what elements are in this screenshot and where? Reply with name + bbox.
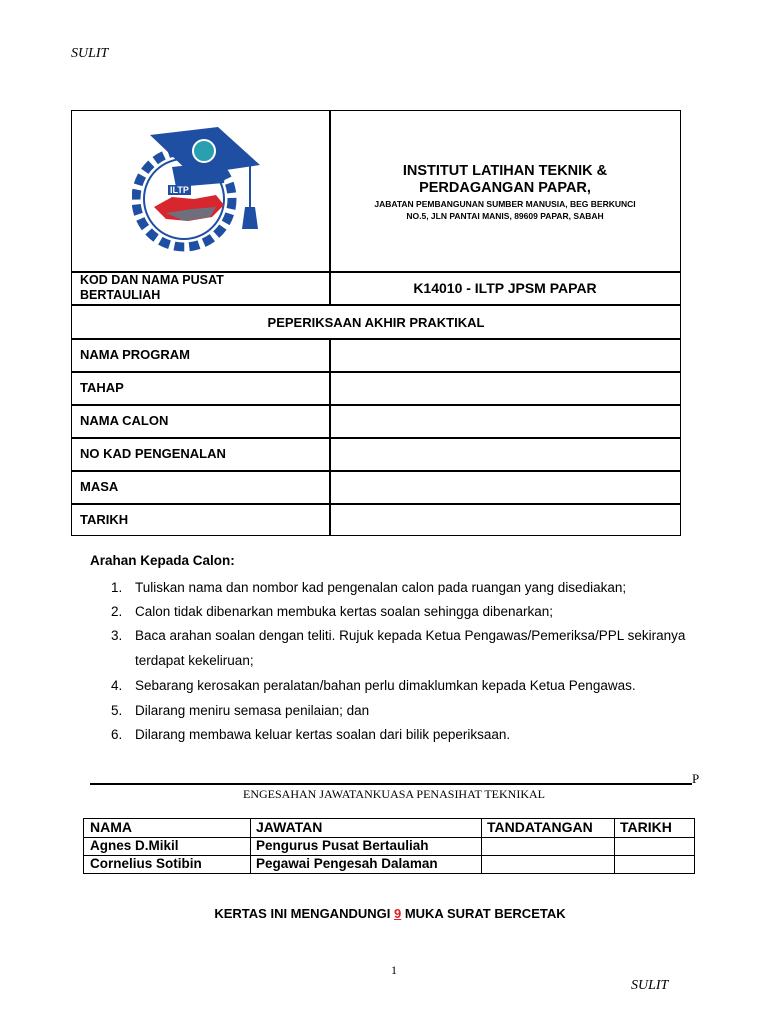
institution-address <box>330 198 680 222</box>
table-header-nama: NAMA <box>90 819 132 835</box>
instruction-number: 5. <box>111 703 123 718</box>
table-header-jawatan: JAWATAN <box>256 819 323 835</box>
page-number: 1 <box>391 963 397 977</box>
field-value-nama-calon[interactable] <box>334 413 674 433</box>
field-label-nama-calon: NAMA CALON <box>80 413 169 428</box>
table-header-tandatangan: TANDATANGAN <box>487 819 593 835</box>
institution-name <box>330 163 680 197</box>
notice-suffix: MUKA SURAT BERCETAK <box>401 906 566 921</box>
instruction-number: 1. <box>111 580 123 595</box>
address-line2: NO.5, JLN PANTAI MANIS, 89609 PAPAR, SABAH <box>406 211 604 221</box>
field-label-tarikh: TARIKH <box>80 512 129 527</box>
table-cell-nama: Cornelius Sotibin <box>90 856 202 871</box>
table-cell-jawatan: Pengurus Pusat Bertauliah <box>256 838 429 853</box>
table-cell-jawatan: Pegawai Pengesah Dalaman <box>256 856 438 871</box>
sulit-header-marker: SULIT <box>71 46 109 61</box>
instruction-number: 6. <box>111 727 123 742</box>
field-label-nama-program: NAMA PROGRAM <box>80 347 191 362</box>
header-table <box>71 110 681 536</box>
field-label-tahap: TAHAP <box>80 380 124 395</box>
field-label-masa: MASA <box>80 479 119 494</box>
field-value-nama-program[interactable] <box>334 347 674 367</box>
endorsement-line-suffix: P <box>692 771 700 786</box>
field-value-masa[interactable] <box>334 479 674 499</box>
instruction-text: Dilarang membawa keluar kertas soalan dari bilik peperiksaan. <box>135 727 511 742</box>
iltp-logo <box>132 125 272 257</box>
table-header-tarikh: TARIKH <box>620 819 672 835</box>
center-label-line2: BERTAULIAH <box>80 288 161 302</box>
instruction-number: 3. <box>111 628 123 643</box>
exam-title: PEPERIKSAAN AKHIR PRAKTIKAL <box>267 315 485 330</box>
instruction-number: 4. <box>111 678 123 693</box>
instruction-text-continued: terdapat kekeliruan; <box>135 653 254 668</box>
instruction-number: 2. <box>111 604 123 619</box>
field-value-tarikh[interactable] <box>334 512 674 532</box>
instruction-text: Baca arahan soalan dengan teliti. Rujuk kepada Ketua Pengawas/Pemeriksa/PPL sekiranya <box>135 628 686 643</box>
field-label-no-kad-pengenalan: NO KAD PENGENALAN <box>80 446 226 461</box>
instruction-text: Sebarang kerosakan peralatan/bahan perlu dimaklumkan kepada Ketua Pengawas. <box>135 678 636 693</box>
instruction-text: Calon tidak dibenarkan membuka kertas soalan sehingga dibenarkan; <box>135 604 554 619</box>
institution-name-line1: INSTITUT LATIHAN TEKNIK & <box>402 163 608 179</box>
center-label <box>80 273 224 303</box>
endorsement-title: ENGESAHAN JAWATANKUASA PENASIHAT TEKNIKAL <box>243 787 545 801</box>
table-cell-nama: Agnes D.Mikil <box>90 838 179 853</box>
endorsement-table <box>83 818 695 874</box>
endorsement-rule <box>90 783 692 785</box>
sulit-footer-marker: SULIT <box>631 978 669 993</box>
instruction-text: Tuliskan nama dan nombor kad pengenalan calon pada ruangan yang disediakan; <box>135 580 627 595</box>
field-value-no-kad-pengenalan[interactable] <box>334 446 674 466</box>
center-label-line1: KOD DAN NAMA PUSAT <box>80 273 224 287</box>
center-value: K14010 - ILTP JPSM PAPAR <box>413 280 597 296</box>
logo-text: ILTP <box>170 185 189 195</box>
field-value-tahap[interactable] <box>334 380 674 400</box>
page-count-value: 9 <box>393 906 402 921</box>
instructions-heading: Arahan Kepada Calon: <box>90 553 235 568</box>
address-line1: JABATAN PEMBANGUNAN SUMBER MANUSIA, BEG BERKUNCI <box>374 199 636 209</box>
instruction-text: Dilarang meniru semasa penilaian; dan <box>135 703 370 718</box>
institution-name-line2: PERDAGANGAN PAPAR, <box>419 180 591 196</box>
page-count-notice <box>0 906 768 921</box>
notice-prefix: KERTAS INI MENGANDUNGI <box>214 906 394 921</box>
